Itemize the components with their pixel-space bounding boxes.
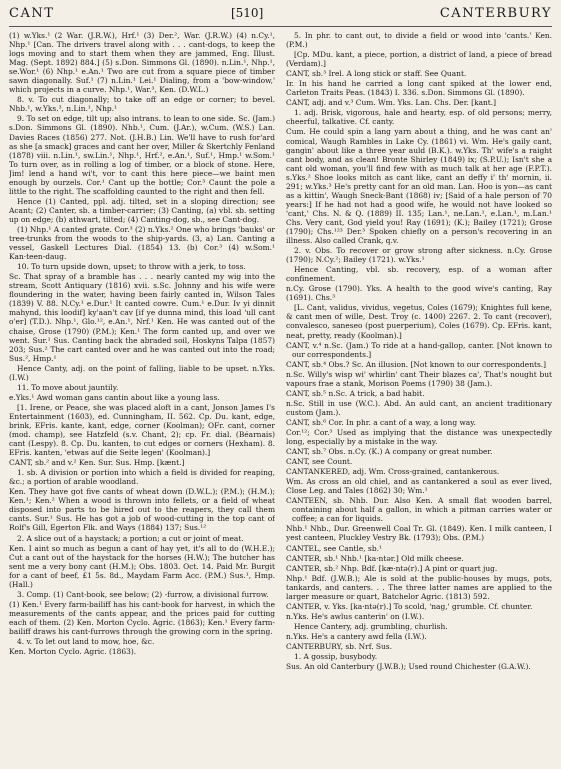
- headword-entry: CANT, sb.² and v.² Ken. Sur. Sus. Hmp. [kænt.]: [9, 458, 185, 468]
- entry-paragraph: 2. A slice out of a haystack; a portion; a cut or joint of meat.: [17, 533, 244, 543]
- headword-entry: CANTANKERED, adj. Wm. Cross-grained, cantankerous.: [286, 467, 500, 477]
- entry-paragraph: 10. To turn upside down, upset; to throw with a jerk, to toss.: [17, 262, 246, 272]
- entry-paragraph: 3. Comp. (1) Cant-book, see below; (2) -furrow, a divisional furrow.: [17, 589, 269, 599]
- entry-paragraph: n.Yks. He's awlus canterin' on (I.W.).: [286, 611, 425, 621]
- headword-entry: CANT, sb.⁶ Cor. In phr. a cant of a way, a long way.: [286, 417, 476, 427]
- entry-paragraph: n.Sc. Still in use (W.C.). Abd. An auld cant, an ancient traditionary custom (Jam.).: [286, 398, 552, 417]
- entry-paragraph: Hence Canting, vbl. sb. recovery, esp. of a woman after confinement.: [286, 265, 552, 284]
- entry-paragraph: Hence (1) Canted, ppl. adj. tilted, set in a sloping direction; see Acant; (2) Canter, sb. a timber-carrier; (3) Canting, (a) vbl. sb. setting up on edge; (b) athwart, tilted; (4) Canting-dog, sb., see Cant-dog.: [9, 196, 275, 224]
- entry-paragraph: Nhb.¹ Nhb., Dur. Greenwell Coal Tr. Gl. (1849). Ken. I milk canteen, I yest canteen, Pluckley Vestry Bk. (1793); Obs. (P.M.): [286, 524, 552, 543]
- entry-paragraph: 1. adj. Brisk, vigorous, hale and hearty, esp. of old persons; merry, cheerful, talkative. Cf. canty.: [286, 108, 552, 127]
- left-column: [9, 31, 275, 766]
- entry-paragraph: Nhp.¹ Bdf. (J.W.B.); Ale is sold at the public-houses by mugs, pots, tankards, and canters. . . The three latter names are applied to the larger measure or quart, Batchelor Agric. (1813) 592.: [286, 573, 552, 601]
- entry-paragraph: 8. v. To cut diagonally; to take off an edge or corner; to bevel. Nhb.¹, w.Yks.³, n.Lin.¹, Nhp.¹: [9, 95, 275, 114]
- header-left-word: CANT: [9, 6, 55, 21]
- entry-paragraph: Cum. He could spin a lang yarn about a thing, and he was cant an' comical, Waugh Rambles in Lake Cy. (1861) vi. Wm. He's gaily cant, gangin' about like a three year auld (B.K.). w.Yks. Th' wife's a raight cant body, and as clean! Bronte Shirley (1849) ix; (S.P.U.); Isn't she a cant old woman, you'll find few with as much talk at her age (F.P.T.). s.Yks.² Shoe looks mitch as cant like, cant an deffy i' th' mornin, ii. 291; w.Yks.³ He's pretty cant for an old man. Lan. Hoo is yon—as cant as a kittin', Waugh Sneck-Bant (1868) iv; [Said of a hale person of 70 years:] If he had not had a good wife, he would not have looked so 'cant,' Chs. N. & Q. (1889) II. 135; Lan.¹, ne.Lan.¹, e.Lan.¹, m.Lan.¹ Chs. Very cant, God yield you! Ray (1691); (K.); Bailey (1721); Grose (1790); Chs.¹²³ Der.³ Spoken chiefly on a person's recovering in an illness. Also called Crank, q.v.: [286, 127, 552, 246]
- headword-entry: CANT, see Count.: [286, 457, 353, 467]
- headword-entry: CANT, adj. and v.³ Cum. Wm. Yks. Lan. Chs. Der. [kant.]: [286, 98, 497, 108]
- entry-paragraph: [1. Irene, or Peace, she was placed aloft in a cant, Jonson James I's Entertainment (1603), ed. Cunningham, II. 562. Cp. Du. kant, edge, brink, EFris. kante, kant, edge, corner (Koolman); OFr. cant, corner (mod. champ), see Hatzfeld (s.v. Chant, 2); cp. Fr. dial. (Béarnais) cant (Lespy). 8. Cp. Du. kanten, to cut edges or corners (Hexham). 8. EFris. kanten, 'etwas auf die Seite legen' (Koolman).]: [9, 402, 275, 458]
- entry-paragraph: e.Yks.¹ Awd woman gans cantin about like a young lass.: [9, 392, 220, 402]
- entry-paragraph: [Cp. MDu. kant, a piece, portion, a district of land, a piece of bread (Verdam).]: [286, 50, 552, 69]
- entry-paragraph: (1) Nhp.¹ A canted grate. Cor.³ (2) n.Yks.² One who brings 'bauks' or tree-trunks from the woods to the ship-yards. (3, a) Lan. Canting a vessel, Gaskell Lectures Dial. (1854) 13. (b) Cor.³ (4) w.Som.¹ Kan·teen-daug.: [9, 224, 275, 262]
- entry-paragraph: Ir. In his hand he carried a long cant spiked at the lower end, Carleton Traits Peas. (1843) I. 336. s.Don. Simmons Gl. (1890).: [286, 79, 552, 98]
- page-number: [510]: [230, 6, 264, 20]
- entry-paragraph: [L. Cant, validus, vividus, vegetus, Coles (1679); Knightes full kene, & cant men of wille, Dest. Troy (c. 1400) 2267. 2. To cant (recover), convalesco, saneseo (post puerperium), Coles (1679). Cp. EFris. kant, neat, pretty, ready (Koolman).]: [286, 303, 552, 340]
- running-header: [9, 6, 552, 27]
- entry-paragraph: 1. sb. A division or portion into which a field is divided for reaping, &c.; a portion of arable woodland.: [9, 468, 275, 487]
- entry-paragraph: Wm. As cross an old chiel, and as cantankered a soul as ever lived, Close Leg. and Tales (1862) 30; Wm.¹: [286, 477, 552, 496]
- entry-paragraph: n.Cy. Grose (1790). Yks. A health to the good wive's canting, Ray (1691). Chs.³: [286, 284, 552, 303]
- headword-entry: CANT, sb.⁴ Obs.? Sc. An illusion. [Not known to our correspondents.]: [286, 359, 547, 369]
- headword-entry: CANTEEN, sb. Nhb. Dur. Also Ken. A small flat wooden barrel, containing about half a gallon, in which a pitman carries water or coffee; a can for liquids.: [286, 496, 552, 524]
- headword-entry: CANTER, v. Yks. [ka·ntə(r).] To scold, 'nag,' grumble. Cf. chunter.: [286, 601, 533, 611]
- entry-paragraph: Sc. That spray of a bramble has . . . nearly canted my wig into the stream, Scott Antiquary (1816) xvii. s.Sc. Johnny and his wife were floundering in the water, having been fairly canted in, Wilson Tales (1839) V. 88. N.Cy.¹ e.Dur.¹ It canted cowre. Cum.¹ e.Dur. Iv yi dinnit mahynd, this loodif] ky'aan't cav [if ye dunna mind, this load 'ull cant o'er] (T.D.). Nhp.¹, Glo.¹², e.An.¹, Nrf.¹ Ken. He was canted out of the chaise, Grose (1790) (P.M.); Ken.¹ The form canted up, and over we went. Sur.¹ Sus. Canting back the abraded soil, Hoskyns Talpa (1857) 203; Sus.² The cart canted over and he was canted out into the road; Sus.², Hmp.¹: [9, 272, 275, 363]
- entry-paragraph: 11. To move about jauntily.: [17, 382, 119, 392]
- headword-entry: CANTER, sb.¹ Nhb.¹ [ka·ntər.] Old milk cheese.: [286, 553, 464, 563]
- entry-paragraph: 1. A gossip, busybody.: [294, 652, 378, 662]
- entry-paragraph: n.Sc. Willy's wisp wi' whirlin' cant Their blazes ca', That's nought but vapours frae a stank, Morison Poems (1790) 38 (Jam.).: [286, 369, 552, 388]
- entry-paragraph: 5. In phr. to cant out, to divide a field or wood into 'cants.' Ken. (P.M.): [286, 31, 552, 50]
- entry-paragraph: (1) w.Yks.¹ (2 War. (J.R.W.), Hrf.¹ (3) Der.², War. (J.R.W.) (4) n.Cy.¹, Nhp.¹ [Can. The drivers travel along with . . . cant-dogs, to keep the logs moving and to start them when they are jammed, Eng. Illust. Mag. (Sept. 1892) 884.] (5) s.Don. Simmons Gl. (1890). n.Lin.¹, Nhp.¹, se.Wor.¹ (6) Nhp.¹ e.An.¹ Two are cut from a square piece of timber sawn diagonally. Suf.¹ (7) n.Lin.¹ Lei.¹ Dialing, from a 'bow-window,' which projects in a curve. Nhp.¹, War.³, Ken. (D.W.L.): [9, 31, 275, 95]
- entry-paragraph: n.Yks. He's a cantery awd fella (I.W.).: [286, 631, 427, 641]
- headword-entry: CANT, sb.⁷ Obs. n.Cy. (K.) A company or great number.: [286, 447, 493, 457]
- entry-paragraph: Sus. An old Canterbury (J.W.B.); Used round Chichester (G.A.W.).: [286, 662, 531, 672]
- entry-paragraph: Cor.¹²; Cor.³ Used as implying that the distance was unexpectedly long, especially by a mistake in the way.: [286, 427, 552, 447]
- entry-paragraph: (1) Ken.¹ Every farm-bailiff has his cant-book for harvest, in which the measurements of the cants appear, and the prices paid for cutting each of them. (2) Ken. Morton Cyclo. Agric. (1863); Ken.¹ Every farm-bailiff draws his cant-furrows through the growing corn in the spring.: [9, 599, 275, 636]
- entry-paragraph: Ken. They have got five cants of wheat down (D.W.L.); (P.M.); (H.M.); Ken.¹; Ken.² When a wood is thrown into fellets, or a field of wheat disposed into parts to be hired out to the reapers, they call them cants. Sur.¹ Sus. He has got a job of wood-cutting in the top cant of Rolf's Gill, Egerton Flk. and Ways (1884) 137; Sus.¹²: [9, 487, 275, 533]
- entry-paragraph: Ken. Morton Cyclo. Agric. (1863).: [9, 647, 137, 657]
- headword-entry: CANTER, sb.² Nhp. Bdf. [kæ·ntə(r).] A pint or quart jug.: [286, 563, 498, 573]
- headword-entry: CANT, sb.⁵ n.Sc. A trick, a bad habit.: [286, 388, 425, 398]
- header-right-word: CANTERBURY: [439, 6, 552, 21]
- headword-entry: CANTERBURY, sb. Nrf. Sus.: [286, 642, 392, 651]
- entry-paragraph: 4. v. To let out land to mow, hoe, &c.: [17, 637, 155, 647]
- entry-paragraph: Ken. I aint so much as begun a cant of hay yet, it's all to do (W.H.E.); Cut a cant out of the haystack for the horses (H.W.); The butcher has sent me a very bony cant (H.M.); Obs. 1803. Oct. 14. Paid Mr. Burgit for a cant of beef, £1 5s. 8d., Maydam Farm Acc. (P.M.) Sus.¹, Hmp. (Hall.): [9, 543, 275, 589]
- two-column-body: [9, 31, 552, 766]
- right-column: [286, 31, 552, 766]
- entry-paragraph: 2. v. Obs. To recover or grow strong after sickness. n.Cy. Grose (1790); N.Cy.²; Bailey (1721). w.Yks.¹: [286, 246, 552, 265]
- headword-entry: CANT, sb.³ Irel. A long stick or staff. See Quant.: [286, 69, 467, 79]
- headword-entry: CANT, v.⁴ n.Sc. (Jam.) To ride at a hand-gallop, canter. [Not known to our correspondents.]: [286, 340, 552, 359]
- headword-entry: CANTEL, see Cantle, sb.¹: [286, 543, 382, 553]
- entry-paragraph: Hence Cantery, adj. grumbling, churlish.: [294, 621, 448, 631]
- entry-paragraph: Hence Canty, adj. on the point of falling, liable to be upset. n.Yks. (I.W.): [9, 363, 275, 382]
- entry-paragraph: 9. To set on edge, tilt up; also intrans. to lean to one side. Sc. (Jam.) s.Don. Simmons Gl. (1890). Nhb.¹, Cum. (J.Ar.), w.Cum. (W.S.) Lan. Davies Races (1856) 277. Not. (J.H.B.) Lin. We'll have to rush for'ard as she [a smack] graces and cant her over, Miller & Skertchly Fenland (1878) viii. n.Lin.¹, sw.Lin.¹, Nhp.¹, Hrf.², e.An.¹, Suf.¹, Hmp.¹ w.Som.¹ To turn over, as in rolling a log of timber, or a block of stone. Here, Jim! lend a hand wi't, vor to cant this here piece—we baint men enough by ourzels. Cor.¹ Cant up the bottle; Cor.³ Caunt the pole a little to the right. The scaffolding caunted to the right and then fell.: [9, 114, 275, 196]
